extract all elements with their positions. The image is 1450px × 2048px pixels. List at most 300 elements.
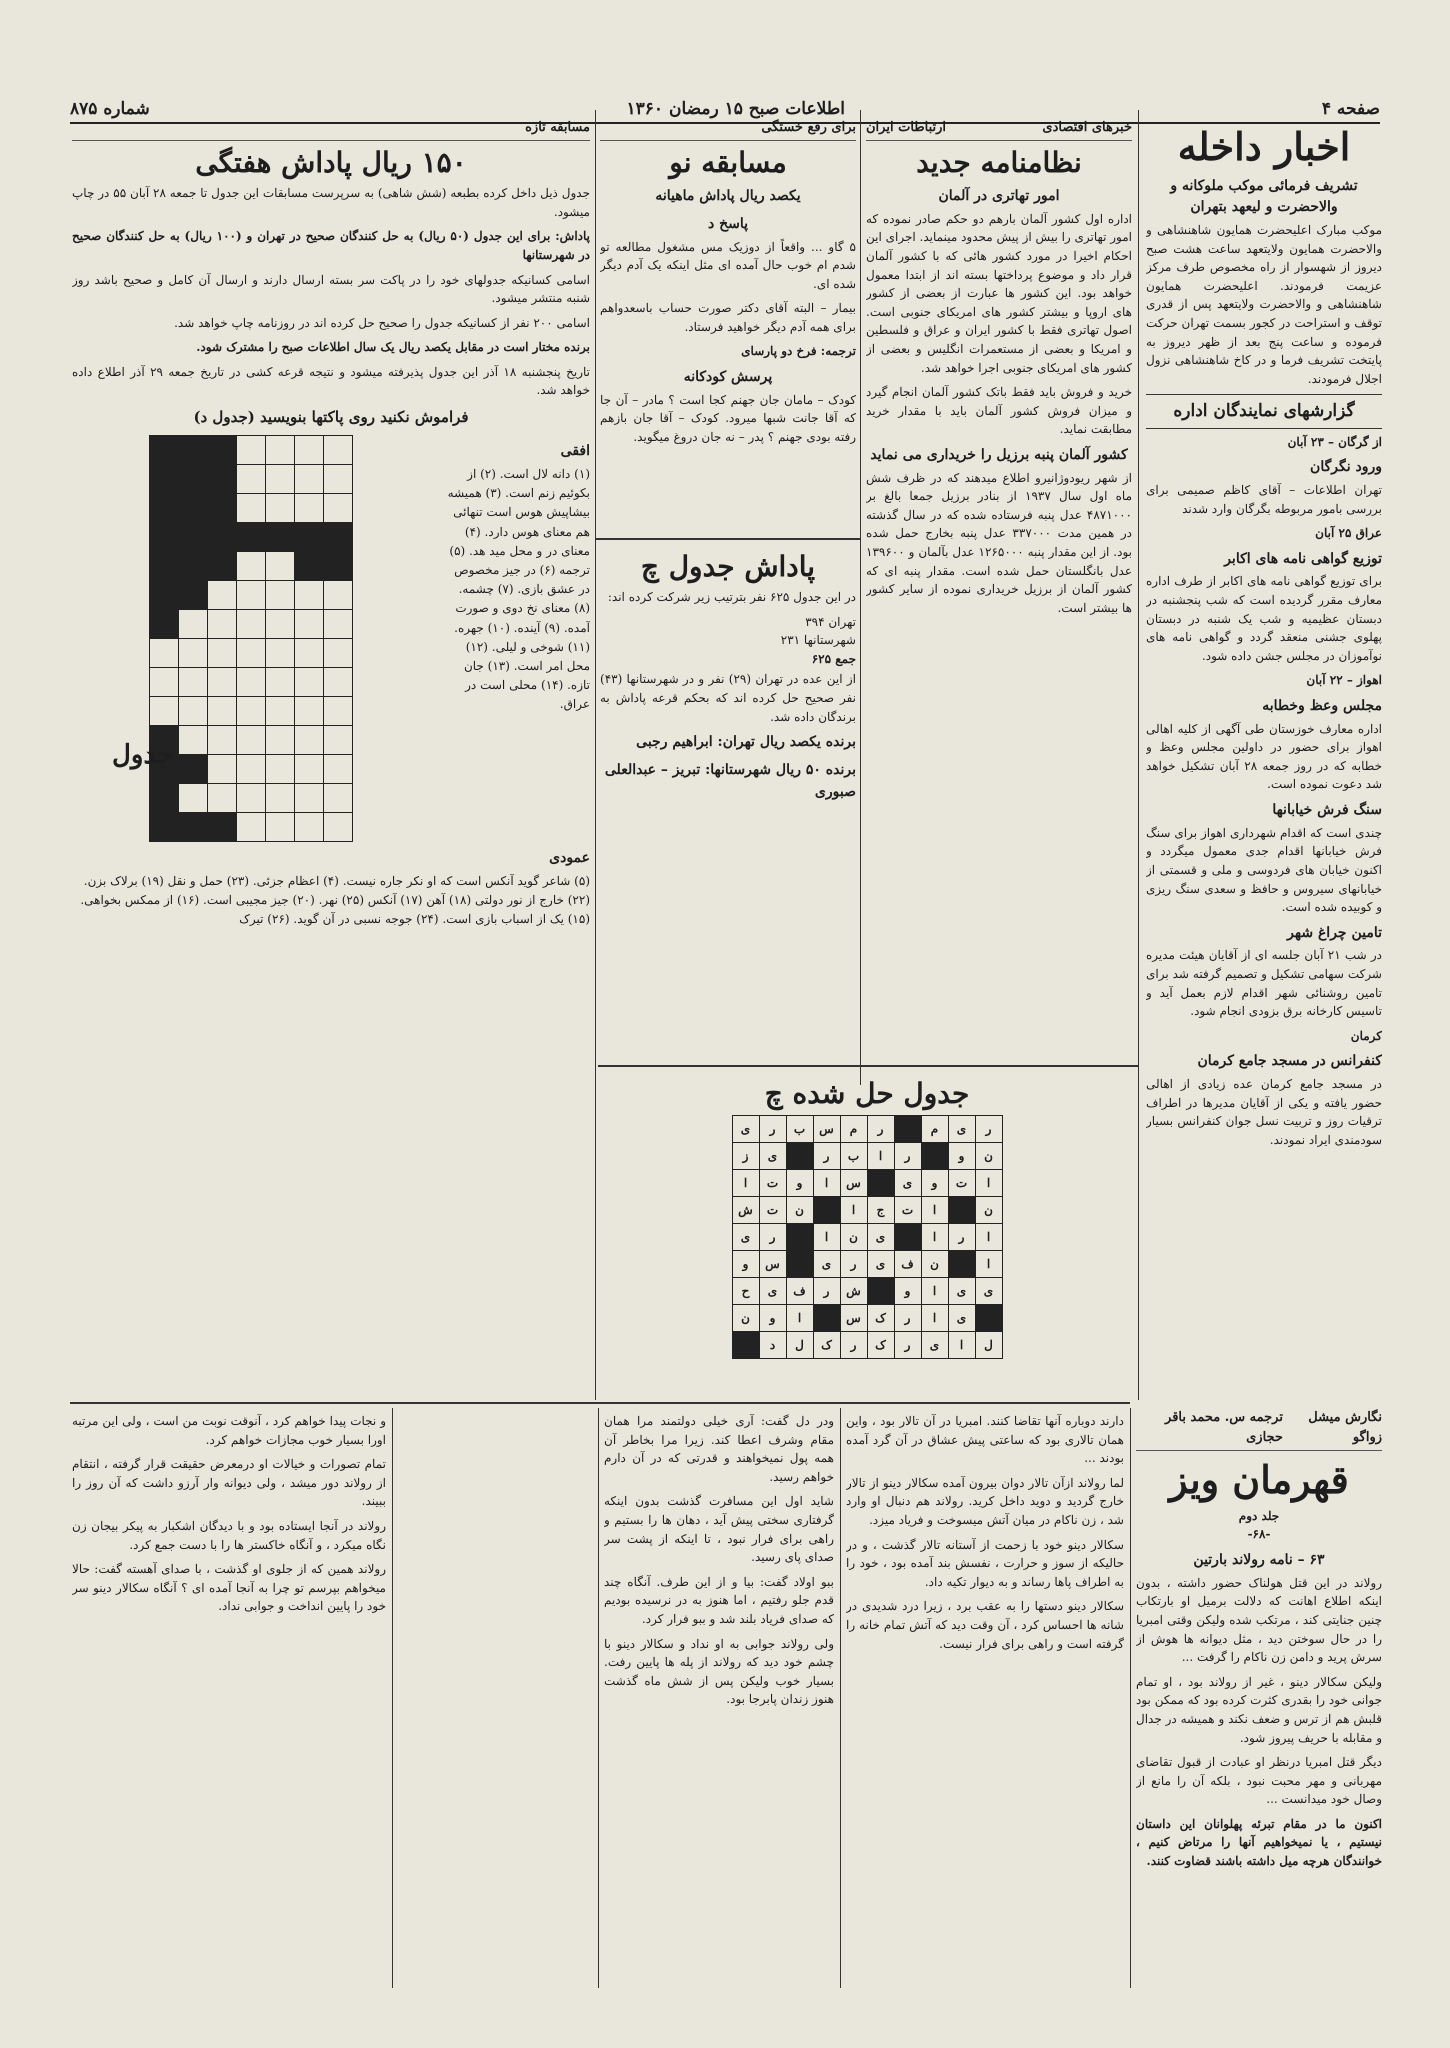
grid-cell[interactable] — [208, 610, 237, 639]
regulation-text: خرید و فروش باید فقط باتک کشور آلمان انجام گیرد و میزان فروش کشور آلمان باید با مقدار خرید مطابقت نماید. — [866, 385, 1132, 437]
solution-cell: ا — [975, 1170, 1002, 1197]
column-divider — [595, 110, 596, 1400]
grid-block — [266, 523, 295, 552]
solution-cell: ی — [894, 1170, 921, 1197]
report-headline: کنفرانس در مسجد جامع کرمان — [1197, 1053, 1382, 1070]
solution-cell: ک — [867, 1332, 894, 1359]
solution-cell: ر — [813, 1143, 840, 1170]
report-city: کرمان — [1350, 1028, 1382, 1043]
solution-cell: س — [759, 1251, 786, 1278]
weekly-kicker: مسابقه تازه — [72, 118, 590, 141]
weekly-rule: برنده مختار است در مقابل یکصد ریال یک سال اطلاعات صبح را مشترک شود. — [196, 340, 590, 355]
solution-block — [975, 1305, 1002, 1332]
grid-block — [150, 436, 179, 465]
solution-cell: ش — [840, 1278, 867, 1305]
grid-block — [179, 436, 208, 465]
grid-cell[interactable] — [266, 639, 295, 668]
solution-cell: ت — [948, 1170, 975, 1197]
reports-title: گزارشهای نمایندگان اداره — [1146, 394, 1382, 428]
winner-tehran: برنده یکصد ریال تهران: ابراهیم رجبی — [636, 734, 856, 751]
solution-cell: ب — [786, 1116, 813, 1143]
across-clues — [440, 435, 590, 842]
grid-block — [150, 813, 179, 842]
grid-cell[interactable] — [324, 755, 353, 784]
across-list: (۱) دانه لال است. (۲) از بکوئیم زنم است. (۳) همیشه بیشاپیش هوس است تنهائی هم معنای هوس دارد. (۴) معنای در و محل مید هد. (۵) ترجمه (۶) در جیز مخصوص در عشق بازی. (۷) چشمه. (۸) معنای نخ دوی و صورت آمده. (۹) آینده. (۱۰) جهره. (۱۱) شوخی و لیلی. (۱۲) محل امر است. (۱۳) جان تازه. (۱۴) محلی است در عراق. — [447, 467, 590, 712]
grid-block — [179, 494, 208, 523]
solution-cell: ی — [948, 1305, 975, 1332]
grid-block — [324, 523, 353, 552]
serial-continued-1 — [846, 1410, 1124, 1985]
translator: ترجمه: فرخ دو پارسای — [741, 344, 856, 359]
solution-cell: ا — [813, 1224, 840, 1251]
solved-puzzle — [604, 1072, 1130, 1397]
grid-cell[interactable] — [179, 726, 208, 755]
grid-cell[interactable] — [237, 668, 266, 697]
solution-block — [732, 1332, 759, 1359]
report-headline: ورود نگرگان — [1310, 459, 1382, 476]
child-text: کودک – مامان جان جهنم کجا است ؟ مادر – آن جا که آقا جانت شبها میرود. کودک – آقا جان بازهم رفته بودی جهنم ؟ پدر – نه جان دروغ میگوید. — [600, 392, 856, 444]
solution-cell: ل — [975, 1332, 1002, 1359]
report-text: تهران اطلاعات – آقای کاظم صمیمی برای بررسی بامور مربوطه بگرگان وارد شدند — [1146, 482, 1382, 516]
prize-text: در این جدول ۶۲۵ نفر بترتیب زیر شرکت کرده اند: — [607, 590, 856, 604]
child-head: پرسش کودکانه — [683, 369, 773, 386]
solution-cell: ت — [759, 1170, 786, 1197]
contest-kicker: برای رفع خستگی — [600, 118, 856, 141]
grid-block — [179, 465, 208, 494]
grid-cell[interactable] — [266, 755, 295, 784]
grid-cell[interactable] — [295, 639, 324, 668]
solution-cell: ی — [732, 1224, 759, 1251]
section-divider — [70, 1402, 1130, 1404]
grid-cell[interactable] — [324, 465, 353, 494]
grid-cell[interactable] — [237, 726, 266, 755]
serial-continued-3 — [72, 1410, 386, 1985]
grid-block — [208, 436, 237, 465]
regulation-text: اداره اول کشور آلمان بارهم دو حکم صادر نموده که امور تهاتری را بیش از پیش محدود مینماید. اجرای این احکام اخیرا در مورد کشور هائی که با کشور آلمان قرار داد و موضوع پرداختها بسته اند از ابتدا معمول خواهد بود. این کشور ها عبارت از بعضی از کشور های اروپا و بیشتر کشور های امریکای جنوبی است. اصول تهاتری فقط با کشور ایران و عراق و فلسطین و امریکا و بعضی از مستعمرات انگلیس و بعضی از کشور های امریکای جنوبی اجرا خواهد شد. — [866, 211, 1132, 375]
solution-cell: ک — [813, 1332, 840, 1359]
solution-cell: م — [921, 1116, 948, 1143]
solution-block — [867, 1170, 894, 1197]
solution-cell: ت — [759, 1197, 786, 1224]
serial-author: نگارش میشل زواگو — [1308, 1410, 1382, 1446]
grid-cell[interactable] — [208, 639, 237, 668]
grid-block — [150, 465, 179, 494]
grid-block — [150, 610, 179, 639]
solution-row — [732, 1332, 1002, 1359]
report-city: از گرگان – ۲۳ آبان — [1287, 434, 1382, 449]
grid-cell[interactable] — [237, 552, 266, 581]
solution-cell: ر — [813, 1278, 840, 1305]
serial-chapter: ۶۳ – نامه رولاند بارتین — [1193, 1552, 1325, 1569]
joke-text: بیمار – البته آقای دکتر صورت حساب باسعدواهم برای همه آدم دیگر خواهید فرستاد. — [600, 301, 856, 334]
solution-cell: ب — [840, 1143, 867, 1170]
answer-head: پاسخ د — [707, 215, 749, 232]
solution-cell: ا — [921, 1305, 948, 1332]
solution-cell: ن — [786, 1197, 813, 1224]
kicker-economic: خبرهای اقتصادی — [1042, 120, 1132, 135]
solution-block — [948, 1197, 975, 1224]
weekly-prize-line: پاداش: برای این جدول (۵۰ ریال) به حل کنندگان صحیح در تهران و (۱۰۰ ریال) به حل کنندگان صحیح در شهرستانها — [72, 229, 590, 262]
solution-cell: ن — [732, 1305, 759, 1332]
solution-cell: ف — [894, 1251, 921, 1278]
grid-cell[interactable] — [324, 436, 353, 465]
tehran-count: تهران ۳۹۴ — [805, 614, 856, 629]
grid-cell[interactable] — [208, 697, 237, 726]
solution-cell: د — [759, 1332, 786, 1359]
solution-cell: ت — [894, 1197, 921, 1224]
solution-cell: ی — [759, 1143, 786, 1170]
solution-row — [732, 1251, 1002, 1278]
grid-cell[interactable] — [208, 581, 237, 610]
grid-cell[interactable] — [237, 755, 266, 784]
solution-cell: ن — [840, 1224, 867, 1251]
serial-text: شاید اول این مسافرت گذشت بدون اینکه گرفتاری سختی پیش آید ، دهان ها را بستیم و راهی برای فرار نبود ، تا اینکه از پشت سر صدای پای رسید. — [604, 1494, 834, 1565]
grid-cell[interactable] — [295, 436, 324, 465]
contest-title: مسابقه نو — [669, 146, 787, 180]
report-city: عراق ۲۵ آبان — [1315, 526, 1382, 541]
solution-cell: و — [894, 1278, 921, 1305]
serial-text: رولاند در این قتل هولناک حضور داشته ، بدون اینکه اطلاع اهانت که دلالت برمیل او بارتکاب چنین جنایتی کند ، مرتکب شده ولیکن وقتی امبریا را در حال سوختن دید ، مثل دیوانه ها هوش از سرش پرید و دامن زن ناکام را گرفت ... — [1136, 1575, 1382, 1665]
down-head: عمودی — [549, 850, 590, 867]
column-divider — [598, 1408, 599, 1988]
prize-column — [600, 545, 856, 1060]
lead-text: موکب مبارک اعلیحضرت همایون شاهنشاهی و والاحضرت همایون ولایتعهد ساعت هشت صبح دیروز از شهسوار از راه مخصوص طرف مرکز عزیمت فرمودند. اعلیحضرت همایون شاهنشاهی و والاحضرت ولایتعهد پس از قدری توقف و استراحت در کجور بسمت تهران حرکت فرموده و ساعت پنج بعد از ظهر دیروز به پایتخت تشریف فرما و در کاخ شاهنشاهی نزول اجلال فرمودند. — [1146, 222, 1382, 386]
solution-cell: ر — [894, 1332, 921, 1359]
grid-cell[interactable] — [324, 668, 353, 697]
weekly-rule: اسامی ۲۰۰ نفر از کسانیکه جدول را صحیح حل کرده اند در روزنامه چاپ خواهد شد. — [174, 315, 590, 330]
solution-cell: ا — [867, 1143, 894, 1170]
joke-text: ۵ گاو ... واقعاً از دوزیک مس مشغول مطالعه تو شدم ام خوب حال آمده ای مثل اینکه یک آدم دیگر شده ای. — [600, 239, 856, 291]
weekly-reminder: فراموش نکنید روی پاکتها بنویسید (جدول د) — [193, 408, 469, 427]
weekly-rule: اسامی کسانیکه جدولهای خود را در پاکت سر بسته ارسال دارند و ارسال آن کامل و صحیح باشد روز شنبه منتشر میشود. — [72, 272, 590, 306]
down-list: (۵) شاعر گوید آنکس است که او نکر جاره نیست. (۴) اعظام جزئی. (۲۳) حمل و نقل (۱۹) برلاک بزن. (۲۲) خارج از نور دولتی (۱۸) آهن (۱۷) آنکس (۲۵) نهر. (۲۰) جیز مجیبی است. (۱۶) از ممکس بخواهی. (۱۵) یک از اسباب بازی است. (۲۴) جوجه نسبی در آن گوید. (۲۶) تیرک — [80, 874, 590, 927]
grid-cell[interactable] — [295, 813, 324, 842]
serial-text: سکالار دینو دستها را به عقب برد ، زیرا درد شدیدی در شانه ها احساس کرد ، آن وقت دید که آتش تمام خانه را گرفته است و راهی برای فرار نیست. — [846, 1599, 1124, 1651]
grid-cell[interactable] — [295, 465, 324, 494]
grid-cell[interactable] — [237, 697, 266, 726]
solution-cell: ر — [894, 1143, 921, 1170]
grid-cell[interactable] — [266, 726, 295, 755]
solution-cell: س — [840, 1170, 867, 1197]
grid-cell[interactable] — [324, 610, 353, 639]
grid-block — [208, 813, 237, 842]
grid-block — [208, 494, 237, 523]
prize-title: پاداش جدول چ — [640, 550, 816, 583]
grid-cell[interactable] — [266, 494, 295, 523]
grid-cell[interactable] — [295, 494, 324, 523]
grid-block — [237, 523, 266, 552]
domestic-news-column — [1146, 118, 1382, 1398]
report-text: در مسجد جامع کرمان عده زیادی از اهالی حضور یافته و یکی از آقایان مدیرها در اطراف ترقیات روز و تربیت نسل جوان کنفرانس بسیار سودمندی ایراد نمودند. — [1146, 1077, 1382, 1147]
grid-block — [150, 552, 179, 581]
serial-column — [1136, 1408, 1382, 1988]
grid-cell[interactable] — [237, 610, 266, 639]
solution-cell: ا — [840, 1197, 867, 1224]
serial-text: ودر دل گفت: آری خیلی دولتمند مرا همان مقام وشرف اعطا کند. زیرا مرا بخاطر آن همه پول نمیخواهند و قدرتی که در آن دارم خواهم رسید. — [604, 1414, 834, 1484]
crossword-area — [72, 435, 590, 842]
solution-cell: ا — [975, 1251, 1002, 1278]
winner-cities: برنده ۵۰ ریال شهرستانها: تبریز – عبدالعلی صبوری — [604, 761, 856, 800]
grid-cell[interactable] — [237, 494, 266, 523]
solution-cell: ز — [732, 1143, 759, 1170]
solution-cell: ا — [732, 1170, 759, 1197]
solution-cell: ی — [867, 1251, 894, 1278]
serial-text: دارند دوباره آنها تقاضا کنند. امبریا در آن تالار بود ، واین همان تالاری بود که ساعتی پیش عشاق در آن گرد آمده بودند ... — [846, 1414, 1124, 1466]
solution-cell: م — [840, 1116, 867, 1143]
serial-volume: جلد دوم — [1238, 1508, 1280, 1523]
across-head: افقی — [560, 443, 590, 460]
grid-cell[interactable] — [266, 610, 295, 639]
grid-cell[interactable] — [179, 697, 208, 726]
grid-block — [179, 581, 208, 610]
serial-text: رولاند همین که از جلوی او گذشت ، با صدای آهسته گفت: حالا میخواهم بپرسم تو چرا به آنجا آمده ای ؟ آنگاه سکالار دینو سر خود را پایین انداخت و جوابی نداد. — [72, 1562, 386, 1614]
solution-cell: ا — [975, 1224, 1002, 1251]
weekly-title: ۱۵۰ ریال پاداش هفتگی — [195, 146, 467, 180]
grid-cell[interactable] — [150, 697, 179, 726]
grid-cell[interactable] — [237, 436, 266, 465]
lead-headline: تشریف فرمائی موکب ملوکانه و والاحضرت و لیعهد بتهران — [1170, 177, 1358, 216]
serial-text: ولی رولاند جوابی به او نداد و سکالار دینو با چشم خود دید که رولاند از پله ها پایین رفت. بسیار خوب ولیکن پس از شش ماه گذشت هنوز زندان پابرجا بود. — [604, 1636, 834, 1707]
grid-cell[interactable] — [208, 784, 237, 813]
solved-puzzle-title: جدول حل شده چ — [764, 1077, 970, 1110]
grid-cell[interactable] — [179, 610, 208, 639]
grid-cell[interactable] — [208, 668, 237, 697]
report-text: اداره معارف خوزستان طی آگهی از کلیه اهالی اهواز برای حضور در داولین مجلس وعظ و خطابه که در روز جمعه ۲۸ آبان تشکیل خواهد شد دعوت نموده است. — [1146, 721, 1382, 792]
serial-text: رولاند در آنجا ایستاده بود و با دیدگان اشکبار به پیکر بیجان زن نگاه میکرد ، و آنگاه خاکستر ها را با دست جمع کرد. — [72, 1518, 386, 1552]
solution-cell: ا — [921, 1278, 948, 1305]
grid-cell[interactable] — [266, 813, 295, 842]
serial-text: و نجات پیدا خواهم کرد ، آنوقت نوبت من است ، ولی این مرتبه اورا بسیار خوب مجازات خواهم کرد. — [72, 1414, 386, 1447]
solution-cell: ر — [867, 1116, 894, 1143]
report-headline: توزیع گواهی نامه های اکابر — [1224, 550, 1382, 567]
solution-row — [732, 1278, 1002, 1305]
grid-cell[interactable] — [266, 552, 295, 581]
serial-text: تمام تصورات و خیالات او درمعرض حقیقت قرار گرفته ، انتقام از رولاند دور میشد ، ولی دیوانه وار آرزو داشت که آن روز را ببیند. — [72, 1457, 386, 1509]
solution-cell: س — [813, 1116, 840, 1143]
solution-cell: ی — [732, 1116, 759, 1143]
solution-cell: ا — [921, 1224, 948, 1251]
solution-cell: و — [759, 1305, 786, 1332]
grid-block — [179, 552, 208, 581]
report-headline: سنگ فرش خیابانها — [1272, 802, 1382, 819]
solution-block — [867, 1278, 894, 1305]
solution-cell: ر — [759, 1224, 786, 1251]
serial-text: سکالار دینو خود با زحمت از آستانه تالار گذشت ، و در حالیکه از سوز و حرارت ، نفسش بند آمده بود ، خود را به اطراف پاها رساند و به دیوار تکیه داد. — [846, 1537, 1124, 1589]
grid-cell[interactable] — [324, 697, 353, 726]
issue-date: اطلاعات صبح ۱۵ رمضان ۱۳۶۰ — [626, 99, 845, 119]
grid-cell[interactable] — [324, 726, 353, 755]
solution-cell: ح — [732, 1278, 759, 1305]
solution-cell: ا — [813, 1170, 840, 1197]
grid-label: جدول — [112, 740, 174, 771]
report-text: برای توزیع گواهی نامه های اکابر از طرف اداره معارف مقرر گردیده است که شب پنجشنبه در دبستان عظیمیه و شب یک شنبه در دبستان پهلوی جشنی منعقد گردد و گواهی نامه های نوآموزان در مجلس جشن داده شود. — [1146, 574, 1382, 663]
report-text: در شب ۲۱ آبان جلسه ای از آقایان هیئت مدیره شرکت سهامی تشکیل و تصمیم گرفته شد برای تامین روشنائی شهر اقدام لازم بعمل آید و تاسیس کارخانه برق بزودی انجام شود. — [1146, 948, 1382, 1019]
solution-cell: ر — [948, 1224, 975, 1251]
grid-cell[interactable] — [295, 755, 324, 784]
grid-cell[interactable] — [266, 784, 295, 813]
solution-block — [894, 1116, 921, 1143]
grid-cell[interactable] — [295, 668, 324, 697]
solution-cell: ر — [975, 1116, 1002, 1143]
grid-cell[interactable] — [324, 639, 353, 668]
solution-cell: ر — [840, 1251, 867, 1278]
solution-cell: ن — [975, 1197, 1002, 1224]
grid-cell[interactable] — [295, 697, 324, 726]
domestic-news-title: اخبار داخله — [1177, 124, 1351, 169]
grid-block — [179, 813, 208, 842]
report-headline: تامین چراغ شهر — [1287, 924, 1382, 941]
column-divider — [392, 1408, 393, 1988]
grid-block — [295, 552, 324, 581]
grid-cell[interactable] — [324, 813, 353, 842]
solution-cell: و — [786, 1170, 813, 1197]
grid-cell[interactable] — [295, 726, 324, 755]
solution-block — [894, 1224, 921, 1251]
regulation-subhead: امور تهاتری در آلمان — [938, 188, 1060, 205]
solution-cell: ی — [921, 1332, 948, 1359]
grid-cell[interactable] — [150, 668, 179, 697]
serial-kicker — [1136, 1408, 1382, 1451]
grid-cell[interactable] — [295, 610, 324, 639]
grid-cell[interactable] — [295, 581, 324, 610]
solution-cell: ی — [948, 1116, 975, 1143]
solution-cell: ن — [975, 1143, 1002, 1170]
solution-cell: ی — [867, 1224, 894, 1251]
grid-cell[interactable] — [179, 784, 208, 813]
grid-block — [150, 494, 179, 523]
grid-cell[interactable] — [208, 755, 237, 784]
solution-cell: و — [948, 1143, 975, 1170]
grid-cell[interactable] — [266, 581, 295, 610]
grid-block — [150, 784, 179, 813]
total-count: جمع ۶۲۵ — [811, 651, 856, 666]
kicker-communications: ارتباطات ایران — [866, 120, 947, 135]
serial-translator: ترجمه س. محمد باقر حجازی — [1165, 1410, 1283, 1446]
solution-cell: ن — [921, 1251, 948, 1278]
solution-row — [732, 1170, 1002, 1197]
economic-news-column — [866, 118, 1132, 1068]
crossword-grid-area — [72, 435, 430, 842]
grid-cell[interactable] — [266, 668, 295, 697]
solution-cell: ا — [948, 1332, 975, 1359]
report-headline: مجلس وعظ وخطابه — [1262, 697, 1382, 714]
solution-cell: و — [921, 1170, 948, 1197]
crossword-grid — [149, 435, 353, 842]
solution-cell: ی — [813, 1251, 840, 1278]
section-divider — [595, 538, 860, 540]
serial-text: ولیکن سکالار دینو ، غیر از رولاند بود ، او تمام جوانی خود را بقدری کثرت کرده بود که ممکن بود قلبش هم از ترس و ضعف نکند و همیشه در جدال و مقابله با حریف پیروز شود. — [1136, 1674, 1382, 1745]
solution-cell: ا — [921, 1197, 948, 1224]
serial-title: قهرمان ویز — [1169, 1457, 1349, 1503]
cities-count: شهرستانها ۲۳۱ — [780, 633, 856, 648]
grid-cell[interactable] — [324, 494, 353, 523]
report-text: چندی است که اقدام شهرداری اهواز برای سنگ فرش خیابانها اقدام جدی معمول میگردد و اکنون خیابان های فردوسی و ملی و قسمتی از خیابانهای سیروس و حافظ و سعدی سنگ ریزی و کوبیده شده است. — [1146, 825, 1382, 915]
prize-text: از این عده در تهران (۲۹) نفر و در شهرستانها (۴۳) نفر صحیح حل کرده اند که بحکم قرعه پاداش به برندگان داده شد. — [600, 672, 856, 724]
grid-cell[interactable] — [237, 639, 266, 668]
grid-block — [208, 552, 237, 581]
grid-cell[interactable] — [266, 697, 295, 726]
solution-block — [813, 1305, 840, 1332]
solution-cell: س — [840, 1305, 867, 1332]
page-number: صفحه ۴ — [1321, 99, 1380, 119]
report-city: اهواز – ۲۲ آبان — [1306, 673, 1382, 688]
solution-block — [948, 1251, 975, 1278]
grid-block — [208, 465, 237, 494]
grid-cell[interactable] — [266, 465, 295, 494]
solution-row — [732, 1143, 1002, 1170]
contest-subtitle: یکصد ریال پاداش ماهیانه — [655, 188, 801, 205]
solution-cell: ک — [867, 1305, 894, 1332]
solution-block — [921, 1143, 948, 1170]
cotton-text: از شهر ریودوژانیرو اطلاع میدهند که در ظرف شش ماه اول سال ۱۹۳۷ از بنادر برزیل جمعا بالغ بر ۴۸۷۱۰۰۰ عدل پنبه فرستاده شده که در سال گذشته در همین مدت ۳۳۷۰۰۰ عدل پنبه بخارج حمل شده بود. از این مقدار پنبه ۱۲۶۵۰۰۰ عدل بآلمان و ۱۳۹۶۰۰ عدل بانگلستان حمل شده است. مقدار پنبه ای که کشور آلمان از برزیل خریداری نموده از سایر کشور ها بیشتر است. — [866, 470, 1132, 615]
grid-cell[interactable] — [266, 436, 295, 465]
solution-cell: ر — [894, 1305, 921, 1332]
serial-text: اکنون ما در مقام تبرئه پهلوانان این داستان نیستیم ، یا نمیخواهیم آنها را مرتاض کنیم ، خوانندگان هرچه میل داشته باشند قضاوت کنند. — [1136, 1816, 1382, 1869]
solution-block — [813, 1197, 840, 1224]
solution-cell: ی — [759, 1278, 786, 1305]
grid-cell[interactable] — [179, 668, 208, 697]
column-divider — [860, 110, 861, 1085]
grid-cell[interactable] — [324, 581, 353, 610]
grid-cell[interactable] — [208, 726, 237, 755]
grid-block — [295, 523, 324, 552]
regulation-title: نظامنامه جدید — [916, 146, 1082, 180]
grid-block — [179, 523, 208, 552]
solution-cell: ف — [786, 1278, 813, 1305]
solution-cell: ر — [840, 1332, 867, 1359]
issue-number: شماره ۸۷۵ — [70, 99, 150, 119]
serial-text: دیگر قتل امبریا درنظر او عبادت از قبول تقاضای مهربانی و مهر محبت نبود ، بلکه آن را مانع از وصال خود میدانست ... — [1136, 1755, 1382, 1807]
serial-text: لما رولاند ازآن تالار دوان بیرون آمده سکالار دینو از تالار خارج گردید و دوید داخل کرید. رولاند هم دنبال او وارد شد ، زن ناکام در میان آتش میسوخت و فریاد میزد. — [846, 1475, 1124, 1527]
grid-cell[interactable] — [237, 784, 266, 813]
grid-block — [324, 552, 353, 581]
grid-cell[interactable] — [324, 784, 353, 813]
grid-cell[interactable] — [237, 813, 266, 842]
solution-grid — [732, 1115, 1003, 1359]
weekly-crossword-column — [72, 118, 590, 1398]
solution-cell: ل — [786, 1332, 813, 1359]
serial-text: ببو اولاد گفت: بیا و از این طرف. آنگاه چند قدم جلو رفتیم ، اما هنوز به در نرسیده بودیم که صدای فریاد بلند شد و ببو فرار کرد. — [604, 1574, 834, 1626]
grid-block — [208, 523, 237, 552]
grid-cell[interactable] — [150, 639, 179, 668]
contest-column — [600, 118, 856, 538]
solution-cell: ا — [786, 1305, 813, 1332]
grid-cell[interactable] — [237, 581, 266, 610]
serial-part: -۶۸- — [1247, 1527, 1271, 1542]
solution-row — [732, 1305, 1002, 1332]
solution-cell: ر — [759, 1116, 786, 1143]
solution-cell: ی — [975, 1278, 1002, 1305]
grid-block — [179, 755, 208, 784]
grid-block — [150, 523, 179, 552]
solution-block — [786, 1224, 813, 1251]
weekly-intro: جدول ذیل داخل کرده بطبعه (شش شاهی) به سرپرست مسابقات این جدول تا جمعه ۲۸ آبان ۵۵ در چاپ میشود. — [72, 186, 590, 219]
solution-cell: ج — [867, 1197, 894, 1224]
column-divider — [840, 1408, 841, 1988]
column-divider — [1130, 1408, 1131, 1988]
solution-block — [786, 1251, 813, 1278]
solution-cell: ی — [948, 1278, 975, 1305]
solution-cell: ش — [732, 1197, 759, 1224]
grid-cell[interactable] — [237, 465, 266, 494]
grid-block — [150, 581, 179, 610]
solution-row — [732, 1116, 1002, 1143]
column-divider — [1138, 110, 1139, 1400]
grid-cell[interactable] — [179, 639, 208, 668]
grid-cell[interactable] — [295, 784, 324, 813]
cotton-subhead: کشور آلمان پنبه برزیل را خریداری می نماید — [870, 446, 1128, 463]
solution-cell: و — [732, 1251, 759, 1278]
